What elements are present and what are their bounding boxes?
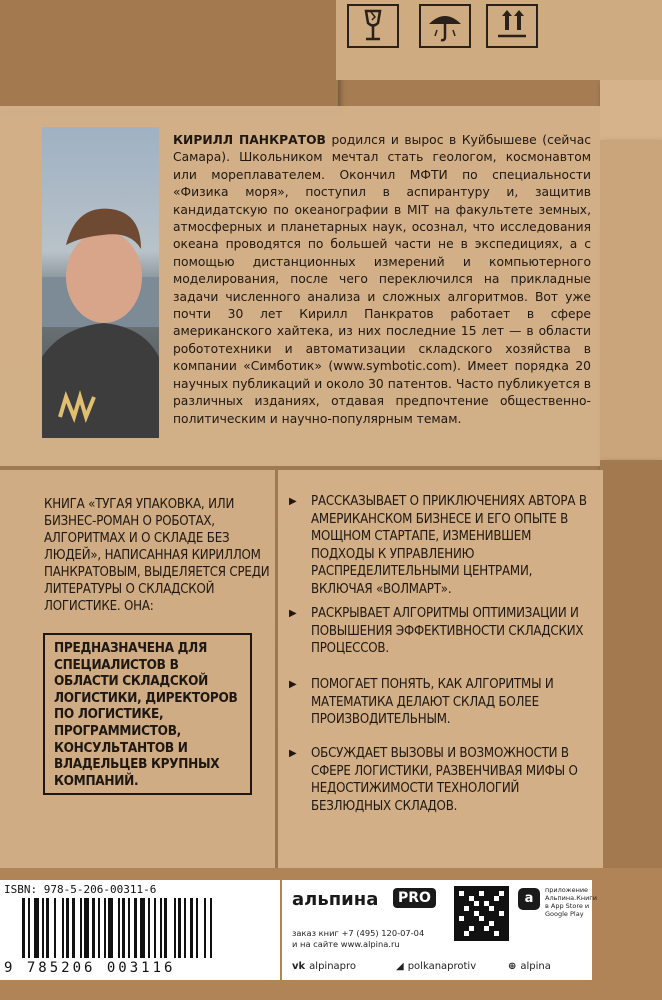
box-right-lower	[600, 460, 662, 870]
social-label: alpinapro	[309, 961, 357, 972]
qr-cell	[499, 891, 504, 896]
order-info	[292, 928, 424, 950]
feature-item	[289, 676, 594, 729]
qr-cell	[464, 931, 469, 936]
barcode	[22, 898, 272, 958]
barcode-bar	[42, 898, 44, 958]
barcode-bar	[80, 898, 82, 958]
qr-cell	[464, 906, 469, 911]
alpina-icon: ⊕	[508, 961, 517, 972]
barcode-bar	[22, 898, 25, 958]
qr-cell	[494, 896, 499, 901]
social-vk	[292, 961, 356, 972]
barcode-bar	[72, 898, 75, 958]
barcode-bar	[154, 898, 156, 958]
barcode-bar	[108, 898, 113, 958]
barcode-bar	[128, 898, 130, 958]
social-label: alpina	[520, 961, 551, 972]
barcode-bar	[178, 898, 181, 958]
author-name: КИРИЛЛ ПАНКРАТОВ	[173, 133, 326, 147]
box-top-right	[600, 80, 662, 140]
order-site: и на сайте www.alpina.ru	[292, 939, 400, 949]
umbrella-keep-dry-icon	[419, 4, 471, 48]
vk-icon: vk	[292, 961, 306, 972]
barcode-bar	[66, 898, 69, 958]
qr-cell	[479, 891, 484, 896]
isbn-text: ISBN: 978-5-206-00311-6	[4, 883, 157, 896]
social-alpina	[508, 961, 551, 972]
arrow-icon: ▶	[289, 608, 297, 619]
barcode-bar	[164, 898, 167, 958]
barcode-bar	[84, 898, 89, 958]
this-way-up-icon	[486, 4, 538, 48]
feature-item	[289, 745, 594, 815]
qr-cell	[459, 891, 464, 896]
alpina-app-icon: a	[518, 888, 540, 910]
box-top-left	[0, 0, 338, 110]
arrow-icon: ▶	[289, 496, 297, 507]
arrow-icon: ▶	[289, 679, 297, 690]
qr-cell	[459, 916, 464, 921]
qr-cell	[494, 931, 499, 936]
barcode-bar	[190, 898, 193, 958]
feature-text: ОБСУЖДАЕТ ВЫЗОВЫ И ВОЗМОЖНОСТИ В СФЕРЕ ЛОГИСТИКИ, РАЗВЕНЧИВАЯ МИФЫ О НЕДОСТИЖИМОСТИ ТЕХНОЛОГИЙ БЕЗЛЮДНЫХ СКЛАДОВ.	[311, 746, 578, 814]
barcode-bar	[210, 898, 212, 958]
pro-badge: PRO	[393, 888, 436, 908]
author-bio	[173, 132, 591, 428]
book-intro: КНИГА «ТУГАЯ УПАКОВКА, ИЛИ БИЗНЕС-РОМАН О РОБОТАХ, АЛГОРИТМАХ И О СКЛАДЕ БЕЗ ЛЮДЕЙ», НАПИСАННАЯ КИРИЛЛОМ ПАНКРАТОВЫМ, ВЫДЕЛЯЕТСЯ СРЕДИ ЛИТЕРАТУРЫ О СКЛАДСКОЙ ЛОГИСТИКЕ. ОНА:	[44, 497, 270, 614]
box-right	[600, 140, 662, 460]
shipping-symbols	[336, 0, 662, 80]
barcode-bar	[34, 898, 39, 958]
barcode-bar	[174, 898, 176, 958]
qr-cell	[469, 926, 474, 931]
barcode-bar	[184, 898, 186, 958]
publisher-logo: альпина	[292, 889, 379, 910]
qr-cell	[499, 911, 504, 916]
barcode-bar	[28, 898, 30, 958]
arrow-icon: ▶	[289, 748, 297, 759]
feature-text: РАСКРЫВАЕТ АЛГОРИТМЫ ОПТИМИЗАЦИИ И ПОВЫШЕНИЯ ЭФФЕКТИВНОСТИ СКЛАДСКИХ ПРОЦЕССОВ.	[311, 606, 584, 656]
audience-text: ПРЕДНАЗНАЧЕНА ДЛЯ СПЕЦИАЛИСТОВ В ОБЛАСТИ СКЛАДСКОЙ ЛОГИСТИКИ, ДИРЕКТОРОВ ПО ЛОГИСТИКЕ, ПРОГРАММИСТОВ, КОНСУЛЬТАНТОВ И ВЛАДЕЛЬЦЕВ КРУПНЫХ КОМПАНИЙ.	[54, 640, 238, 789]
qr-cell	[484, 926, 489, 931]
barcode-bar	[148, 898, 150, 958]
qr-code	[454, 886, 509, 941]
app-info: приложение Альпина.Книги в App Store и Google Play	[545, 886, 597, 918]
barcode-bar	[122, 898, 125, 958]
telegram-icon: ◢	[396, 961, 404, 972]
barcode-bar	[204, 898, 206, 958]
barcode-bar	[196, 898, 198, 958]
feature-item	[289, 493, 594, 598]
feature-item	[289, 605, 594, 658]
social-telegram	[396, 961, 476, 972]
barcode-bar	[140, 898, 145, 958]
fragile-glass-icon	[347, 4, 399, 48]
barcode-bar	[62, 898, 64, 958]
barcode-bar	[54, 898, 56, 958]
qr-cell	[479, 916, 484, 921]
qr-cell	[489, 921, 494, 926]
feature-text: РАССКАЗЫВАЕТ О ПРИКЛЮЧЕНИЯХ АВТОРА В АМЕРИКАНСКОМ БИЗНЕСЕ И ЕГО ОПЫТЕ В МОЩНОМ СТАРТАПЕ, ИЗМЕНИВШЕМ ПОДХОДЫ К УПРАВЛЕНИЮ РАСПРЕДЕЛИТЕЛЬНЫМИ ЦЕНТРАМИ, ВКЛЮЧАЯ «ВОЛМАРТ».	[311, 494, 587, 597]
barcode-bar	[134, 898, 137, 958]
barcode-bar	[92, 898, 95, 958]
qr-cell	[474, 901, 479, 906]
author-bio-text: родился и вырос в Куйбышеве (сейчас Самара). Школьником мечтал стать геологом, космонавтом или мореплавателем. Окончил МФТИ по специальности «Физика моря», поступил в аспирантуру и, защитив кандидатскую по океанографии в MIT на факультете земных, атмосферных и планетарных наук, осознал, что исследования океана проводятся по большей части не в экспедициях, а с помощью дистанционных измерений и компьютерного моделирования, после чего переключился на прикладные задачи численного анализа и сложных алгоритмов. Вот уже почти 30 лет Кирилл Панкратов работает в сфере американского хайтека, из них последние 15 лет — в области робототехники и автоматизации складского хозяйства в компании «Симботик» (www.symbotic.com). Имеет порядка 20 научных публикаций и около 30 патентов. Часто публикуется в различных изданиях, отдавая предпочтение общественно-политическим и научно-популярным темам.	[173, 133, 591, 426]
order-phone: заказ книг +7 (495) 120-07-04	[292, 928, 425, 938]
author-photo	[42, 127, 159, 438]
social-label: polkanaprotiv	[407, 961, 477, 972]
barcode-bar	[46, 898, 49, 958]
ean-number: 9 785206 003116	[4, 960, 176, 976]
barcode-bar	[118, 898, 120, 958]
barcode-bar	[160, 898, 162, 958]
feature-text: ПОМОГАЕТ ПОНЯТЬ, КАК АЛГОРИТМЫ И МАТЕМАТИКА ДЕЛАЮТ СКЛАД БОЛЕЕ ПРОИЗВОДИТЕЛЬНЫМ.	[311, 677, 554, 727]
barcode-bar	[104, 898, 106, 958]
qr-cell	[489, 906, 494, 911]
barcode-bar	[98, 898, 100, 958]
